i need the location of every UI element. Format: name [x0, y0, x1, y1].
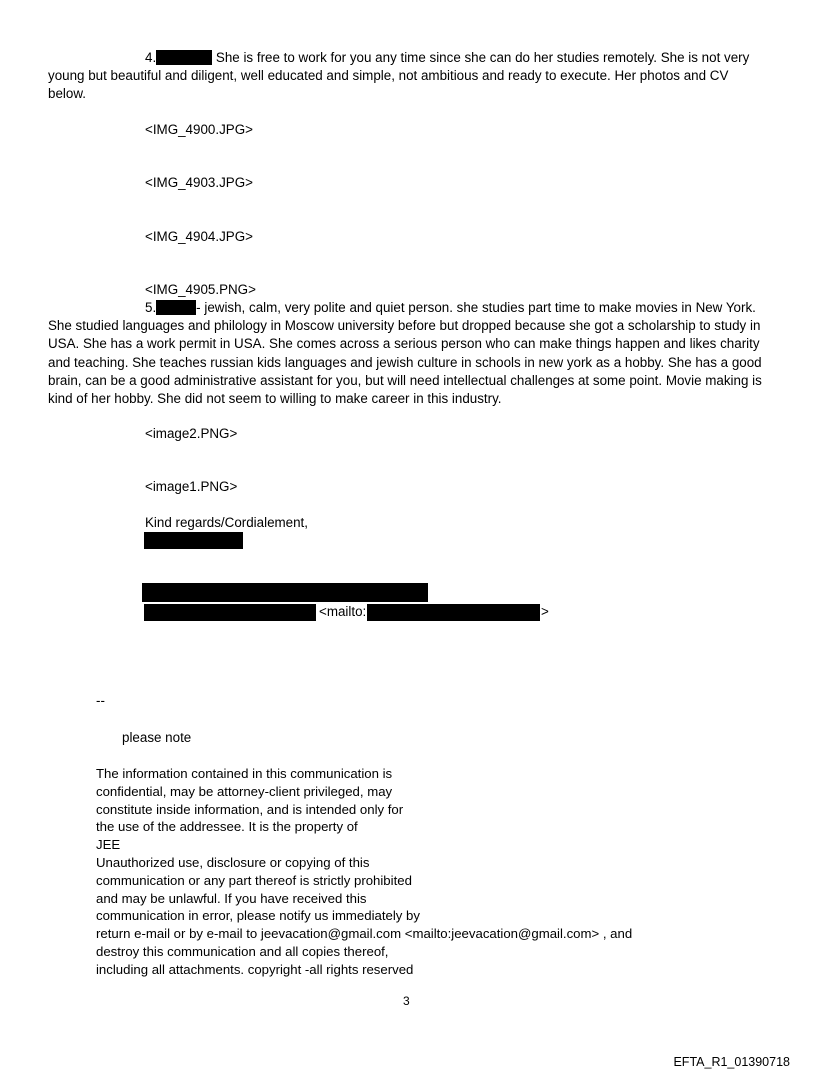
- disclaimer-line: and may be unlawful. If you have received this: [96, 890, 367, 906]
- attachment-img-4903: <IMG_4903.JPG>: [145, 175, 253, 190]
- redacted-email: [367, 604, 540, 621]
- item-5-number: 5.: [145, 300, 157, 315]
- disclaimer-line: destroy this communication and all copies thereof,: [96, 943, 389, 959]
- disclaimer-line: confidential, may be attorney-client privileged, may: [96, 783, 393, 799]
- disclaimer-line: return e-mail or by e-mail to jeevacation@gmail.com <mailto:jeevacation@gmail.com> , and: [96, 926, 633, 942]
- disclaimer-line: communication in error, please notify us immediately by: [96, 908, 420, 924]
- closing: Kind regards/Cordialement,: [145, 515, 309, 530]
- item-4-paragraph: [48, 49, 768, 104]
- item-4-number: 4.: [145, 50, 157, 65]
- page-number: 3: [403, 994, 410, 1008]
- mailto-suffix: >: [541, 604, 549, 619]
- item-5-paragraph: [48, 299, 768, 408]
- disclaimer-line: communication or any part thereof is strictly prohibited: [96, 872, 412, 888]
- item-5-line1: - jewish, calm, very polite and quiet person. she studies part time to make movies in New York.: [196, 300, 756, 315]
- signature-separator: --: [96, 693, 105, 708]
- redacted-signature-name: [144, 532, 243, 549]
- disclaimer-line: The information contained in this communication is: [96, 766, 393, 781]
- disclaimer-line: JEE: [96, 837, 121, 853]
- item-4-line1: She is free to work for you any time since she can do her studies remotely. She is not very: [215, 50, 750, 65]
- redacted-signature-title: [142, 583, 428, 602]
- item-4-rest: young but beautiful and diligent, well educated and simple, not ambitious and ready to execute. Her photos and CV below.: [48, 68, 729, 102]
- redacted-signature-contact: [144, 604, 316, 621]
- disclaimer-line: constitute inside information, and is intended only for: [96, 801, 404, 817]
- attachment-img-4904: <IMG_4904.JPG>: [145, 229, 253, 244]
- attachment-image1: <image1.PNG>: [145, 479, 238, 494]
- redacted-name: [156, 300, 196, 315]
- redacted-name: [156, 50, 212, 65]
- attachment-image2: <image2.PNG>: [145, 426, 238, 441]
- disclaimer-line: Unauthorized use, disclosure or copying of this: [96, 854, 370, 870]
- document-id: EFTA_R1_01390718: [673, 1055, 790, 1069]
- note-heading: please note: [122, 730, 192, 745]
- disclaimer-line: including all attachments. copyright -all rights reserved: [96, 961, 414, 977]
- attachment-img-4900: <IMG_4900.JPG>: [145, 122, 253, 137]
- disclaimer-line: the use of the addressee. It is the property of: [96, 819, 358, 835]
- mailto-prefix: <mailto:: [319, 604, 367, 619]
- disclaimer: [96, 765, 632, 979]
- attachment-img-4905: <IMG_4905.PNG>: [145, 282, 256, 297]
- item-5-rest: She studied languages and philology in Moscow university before but dropped because she got a scholarship to study in USA. She has a work permit in USA. She comes across a serious person who can make things happen and likes charity and teaching. She teaches russian kids languages and jewish culture in schools in new york as a hobby. She has a good brain, can be a good administrative assistant for you, but will need intellectual challenges at some point. Movie making is kind of her hobby. She did not seem to willing to make career in this industry.: [48, 318, 762, 407]
